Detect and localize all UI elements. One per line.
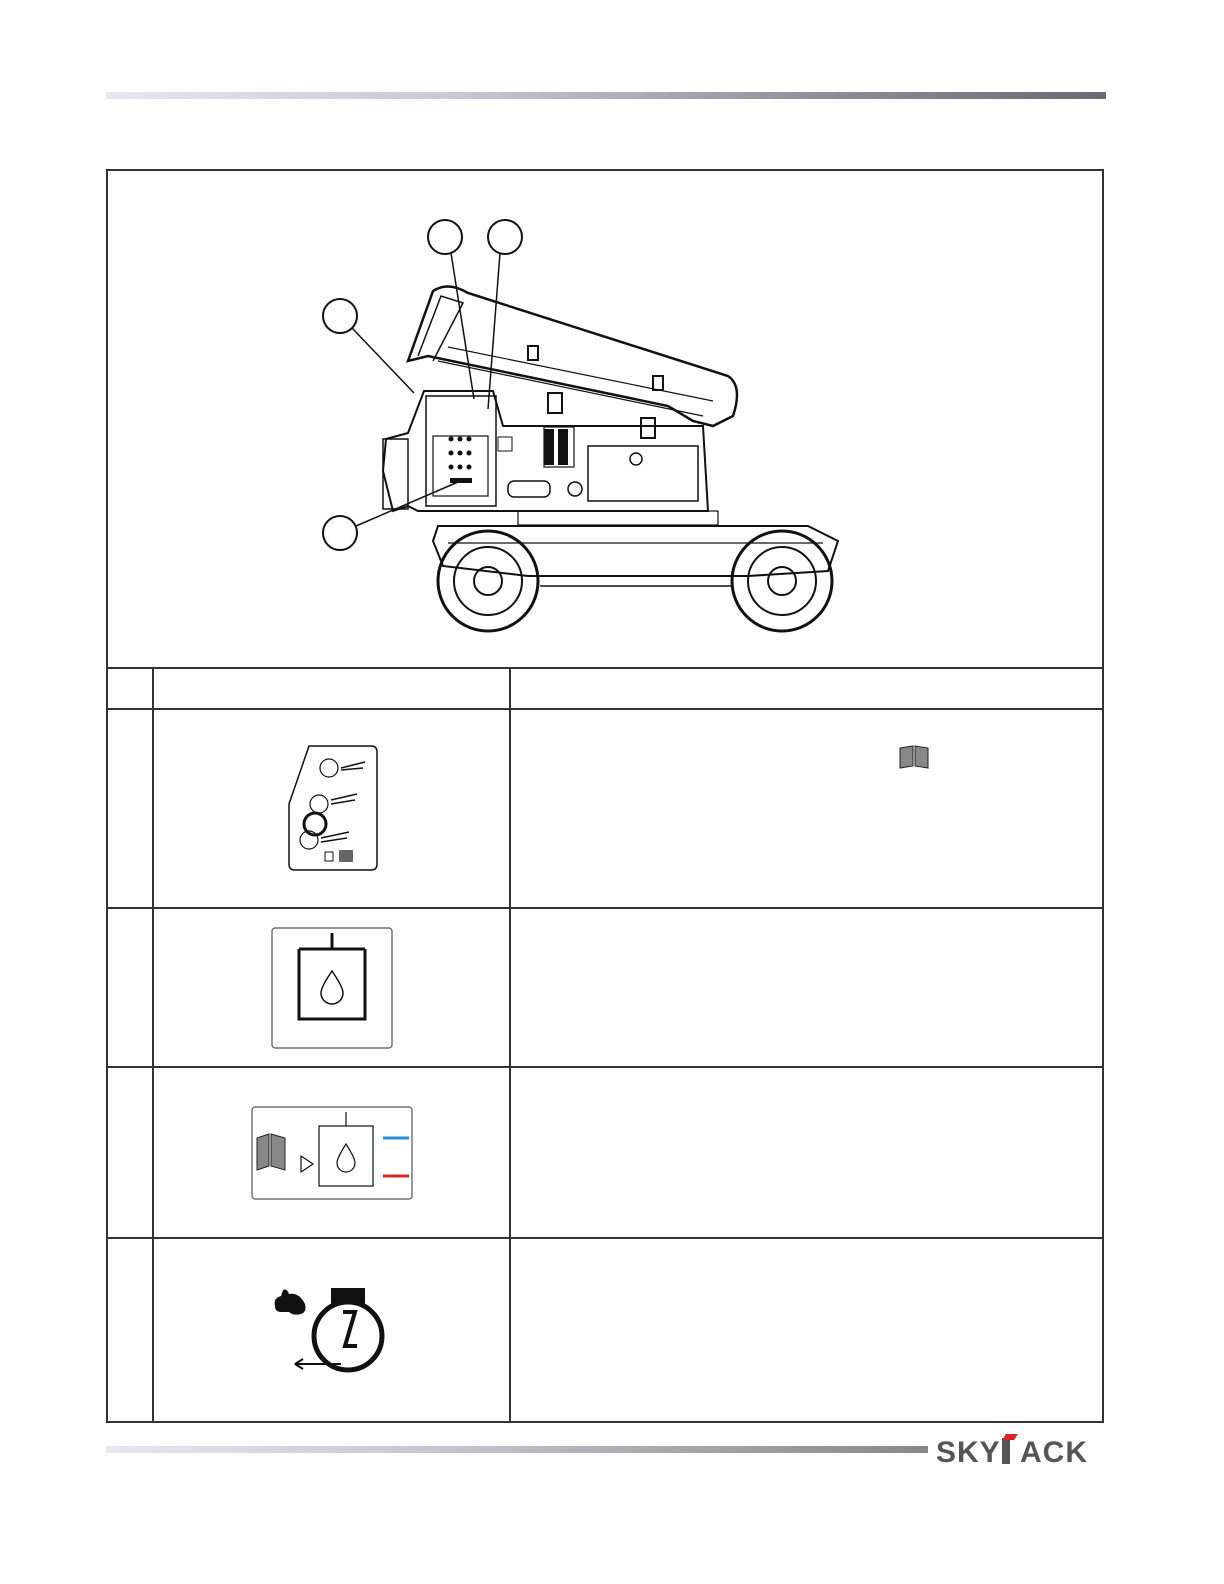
skyjack-logo (934, 1430, 1108, 1470)
callout-circle (323, 299, 357, 333)
hydraulic-oil-decal-icon (271, 927, 393, 1049)
footer-rule (106, 1446, 928, 1453)
decal-table (106, 169, 1104, 1423)
callout-circle (428, 220, 462, 254)
lubrication-points-decal-icon (287, 744, 379, 872)
machine-illustration (108, 171, 1102, 669)
hydraulic-oil-level-decal-icon (251, 1106, 413, 1200)
svg-text:SKY: SKY (936, 1436, 1001, 1469)
callout-circle (323, 516, 357, 550)
header-rule (106, 92, 1106, 99)
engine-speed-decal-icon (271, 1284, 393, 1376)
callout-circle (488, 220, 522, 254)
manual-book-icon (898, 744, 930, 770)
svg-text:ACK: ACK (1020, 1436, 1088, 1469)
